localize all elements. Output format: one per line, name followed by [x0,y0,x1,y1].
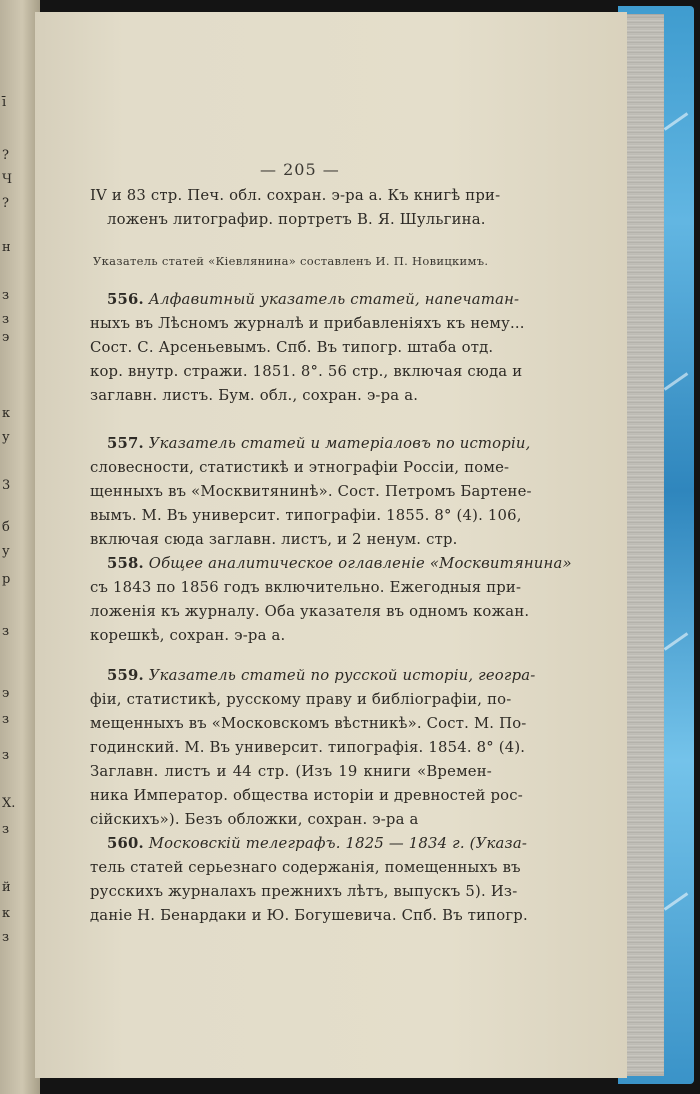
entry-line: корешкѣ, сохран. э-ра а. [90,627,286,644]
entry-number: 556. [107,291,144,308]
left-page-fragment: э [2,686,10,701]
entry-line: ныхъ въ Лѣсномъ журналѣ и прибавленіяхъ къ нему... [90,315,525,332]
left-page-fragment: з [2,822,10,837]
left-page-fragment: з [2,930,10,945]
entry-first-line [107,552,572,576]
left-page-fragment: Ч [2,172,13,187]
entry-line: сійскихъ»). Безъ обложки, сохран. э-ра а [90,811,419,828]
left-page-fragment: э [2,330,10,345]
entry-line: ложенія къ журналу. Оба указателя въ одномъ кожан. [90,603,530,620]
left-page-fragment: ī [2,95,7,110]
entry-number: 560. [107,835,144,852]
entry-line: фіи, статистикѣ, русскому праву и библіографіи, по- [90,691,512,708]
entry-line: тель статей серьезнаго содержанія, помещенныхъ въ [90,859,521,876]
left-page-fragment: й [2,880,11,895]
entry-line: включая сюда заглавн. листъ, и 2 ненум. стр. [90,531,458,548]
left-page-fragment: к [2,406,11,421]
entry-first-line [107,832,528,856]
entry-line: ника Император. общества исторіи и древностей рос- [90,787,523,804]
entry-first-line [107,432,531,456]
left-page-fragment: з [2,312,10,327]
left-page-fragment: у [2,544,10,559]
entry-line: Сост. С. Арсеньевымъ. Спб. Въ типогр. штаба отд. [90,339,494,356]
left-page-fragment: у [2,430,10,445]
entry-title: Указатель статей по русской исторіи, геогра- [148,667,536,684]
entry-line: Заглавн. листъ и 44 стр. (Изъ 19 книги «Времен- [90,763,492,780]
entry-title: Московскій телеграфъ. 1825 — 1834 г. (Указа- [148,835,528,852]
entry-number: 559. [107,667,144,684]
left-page-fragment: з [2,624,10,639]
entry-line: щенныхъ въ «Москвитянинѣ». Сост. Петромъ Бартене- [90,483,532,500]
entry-line: заглавн. листъ. Бум. обл., сохран. э-ра а. [90,387,419,404]
entry-line: даніе Н. Бенардаки и Ю. Богушевича. Спб. Въ типогр. [90,907,528,924]
book-page [35,12,627,1078]
entry-first-line [107,288,520,312]
left-page-fragment: з [2,288,10,303]
entry-title: Указатель статей и матеріаловъ по исторіи, [148,435,531,452]
entry-line: словесности, статистикѣ и этнографіи Россіи, поме- [90,459,510,476]
entry-line: годинский. М. Въ университ. типографія. 1854. 8° (4). [90,739,526,756]
intro-line: IV и 83 стр. Печ. обл. сохран. э-ра а. Къ книгѣ при- [90,187,501,204]
entry-number: 558. [107,555,144,572]
entry-line: вымъ. М. Въ университ. типографіи. 1855. 8° (4). 106, [90,507,522,524]
left-page-fragment: Х. [2,796,16,811]
entry-line: мещенныхъ въ «Московскомъ вѣстникѣ». Сост. М. По- [90,715,527,732]
intro-note: Указатель статей «Кіевлянина» составленъ И. П. Новицкимъ. [93,254,489,268]
intro-line: ложенъ литографир. портретъ В. Я. Шульгина. [107,211,486,228]
left-page-fragment: б [2,520,10,535]
entry-number: 557. [107,435,144,452]
page-number: — 205 — [260,160,340,179]
entry-first-line [107,664,536,688]
left-page-fragment: 3 [2,478,11,493]
left-page-fragment: к [2,906,11,921]
left-page-fragment: з [2,748,10,763]
left-page-fragment: з [2,712,10,727]
entry-title: Общее аналитическое оглавленіе «Москвитянина» [148,555,572,572]
left-page-fragment: р [2,572,11,587]
left-page-fragment: ? [2,196,9,211]
entry-line: съ 1843 по 1856 годъ включительно. Ежегодныя при- [90,579,522,596]
left-page-fragment: ? [2,148,9,163]
left-page-strip [0,0,40,1094]
entry-line: русскихъ журналахъ прежнихъ лѣтъ, выпускъ 5). Из- [90,883,518,900]
entry-line: кор. внутр. стражи. 1851. 8°. 56 стр., включая сюда и [90,363,523,380]
entry-title: Алфавитный указатель статей, напечатан- [148,291,520,308]
left-page-fragment: н [2,240,11,255]
